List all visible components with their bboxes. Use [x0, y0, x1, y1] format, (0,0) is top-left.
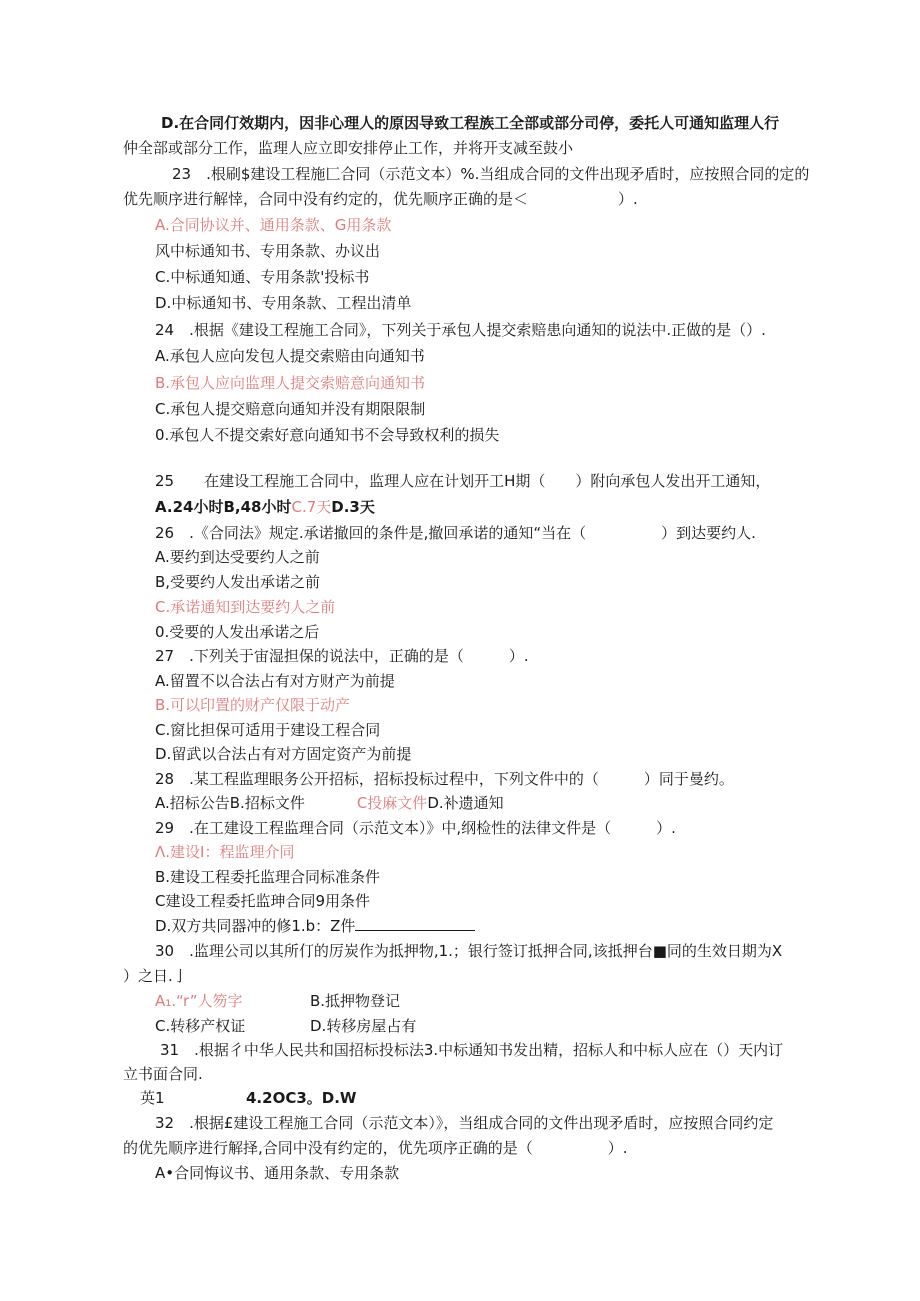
q27-stem: 27 .下列关于宙湿担保的说法中，正确的是（ ）.	[155, 647, 529, 665]
q24-option-a: A.承包人应向发包人提交索赔由向通知书	[155, 347, 425, 365]
q26-option-d: 0.受要的人发出承诺之后	[155, 623, 320, 641]
q24-option-d: 0.承包人不提交索好意向通知书不会导致权利的损失	[155, 426, 500, 444]
q30-stem-cont: ）之日.亅	[123, 967, 188, 985]
q25-stem: 25 在建设工程施工合同中，监理人应在计划开工H期（ ）附向承包人发出开工通知，	[155, 472, 771, 490]
q25-option-c-answer: C.7天	[291, 498, 332, 516]
q32-option-a: A•合同悔议书、通用条款、专用条款	[155, 1164, 400, 1182]
q23-option-d: D.中标通知书、专用条款、工程岀清单	[155, 294, 412, 312]
q26-option-a: A.要约到达受要约人之前	[155, 548, 320, 566]
q27-option-a: A.留置不以合法占有对方财产为前提	[155, 672, 395, 690]
q23-option-a-answer: A.合同协议并、通用条款、G用条款	[155, 216, 392, 234]
q26-option-c-answer: C.承诺通知到达要约人之前	[155, 598, 336, 616]
blank-line	[355, 916, 475, 931]
q30-option-a-answer: A₁.“r”人笏字	[155, 992, 243, 1010]
q29-option-a-answer: Λ.建设I：程监理介同	[155, 843, 295, 861]
q31-stem: 31 .根据彳中华人民共和国招标投标法3.中标通知书发出精，招标人和中标人应在（）天内订	[160, 1041, 784, 1059]
q25-options: A.24小时B,48小时C.7天D.3天	[155, 498, 375, 516]
q28-options: A.招标公告B.招标文件 C投麻文件D.补遗通知	[155, 794, 504, 812]
q23-option-b: 风中标通知书、专用条款、办议出	[155, 242, 381, 260]
q31-stem-cont: 立书面合同.	[123, 1065, 203, 1083]
q24-stem: 24 .根据《建设工程施工合同》，下列关于承包人提交索赔患向通知的说法中.正做的是（）.	[155, 321, 766, 339]
q27-option-c: C.窗比担保可适用于建设工程合同	[155, 721, 381, 739]
q26-stem: 26 .《合同法》规定.承诺撤回的条件是,撤回承诺的通知“当在（ ）到达要约人.	[155, 524, 756, 542]
q23-option-c: C.中标通知通、专用条款'投标书	[155, 268, 370, 286]
q24-option-b-answer: B.承包人应向监理人提交索赔意向通知书	[155, 374, 426, 392]
q23-stem: 23 .根刷$建设工程施匚合同（示范文本）%.当组成合同的文件出现矛盾时，应按照合同的定的	[172, 165, 810, 183]
q27-option-d: D.留武以合法占有对方固定资产为前提	[155, 745, 412, 763]
q26-option-b: B,受要约人发出承诺之前	[155, 573, 321, 591]
q29-option-c: C建设工程委托监珅合同9用条件	[155, 892, 371, 910]
q29-option-d: D.双方共同器冲的修1.b：Z件	[155, 915, 475, 937]
q32-stem: 32 .根据£建设工程施工合同（示范文本）》，当组成合同的文件出现矛盾时，应按照合同约定	[155, 1114, 774, 1132]
q31-options: 英1 4.2OC3。D.W	[140, 1089, 357, 1107]
q22-option-d-cont: 仲全部或部分工作，监理人应立即安排停止工作，并将开支减至鼓小	[123, 139, 574, 157]
q22-option-d: D.在合同仃效期内，因非心理人的原因导致工程族工全部或部分司停，委托人可通知监理人行	[161, 114, 780, 132]
q30-options-row1: A₁.“r”人笏字 B.抵押物登记	[155, 992, 401, 1010]
q30-stem: 30 .监理公司以其所仃的厉炭作为抵押物,1.；银行签订抵押合同,该抵押台■同的生效日期为X	[155, 942, 783, 960]
q32-stem-cont: 的优先顺序进行解择,合同中没有约定的，优先项序正确的是（ ）.	[123, 1139, 628, 1157]
q28-stem: 28 .某工程监理眼务公开招标，招标投标过程中，下列文件中的（ ）同于曼约。	[155, 770, 734, 788]
q23-stem-cont: 优先顺序进行解悻，合同中没有约定的，优先顺序正确的是＜ ）.	[123, 190, 638, 208]
q24-option-c: C.承包人提交赔意向通知并没有期限限制	[155, 400, 426, 418]
q28-option-c-answer: C投麻文件	[356, 794, 428, 812]
q27-option-b-answer: B.可以印置的财产仅限于动产	[155, 696, 351, 714]
q30-options-row2: C.转移产权证 D.转移房屋占有	[155, 1017, 417, 1035]
q29-option-b: B.建设工程委托监理合同标准条件	[155, 868, 381, 886]
q29-stem: 29 .在工建设工程监理合同（示范文本）》中,纲检性的法律文件是（ ）.	[155, 819, 676, 837]
